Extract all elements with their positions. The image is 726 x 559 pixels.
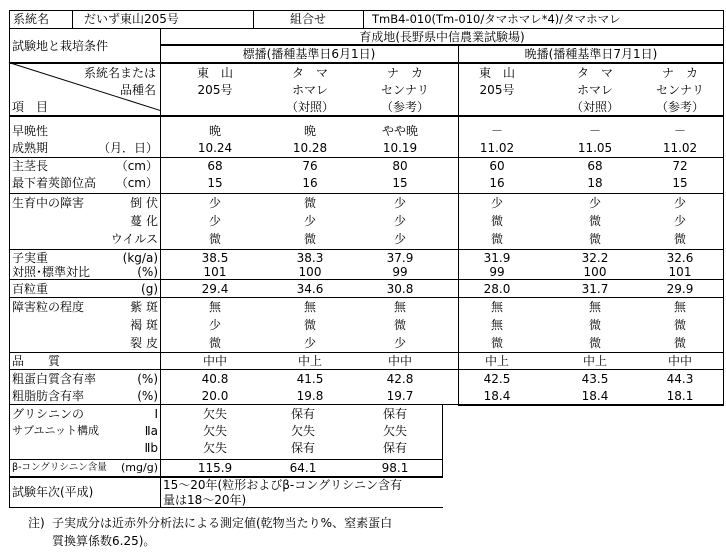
variety-header: タ マ <box>576 66 613 80</box>
cell: 19.7 <box>386 389 414 403</box>
corner-variety-label: 系統名または <box>83 66 156 80</box>
row-label-fat: 粗脂肪含有率 <box>12 389 85 403</box>
cell: 少 <box>490 196 503 210</box>
cell: 29.9 <box>666 282 694 296</box>
row-unit: (kg/a) <box>122 251 158 265</box>
row-label-earliness: 早晩性 <box>12 124 49 138</box>
corner-item-label: 項 目 <box>12 100 49 114</box>
cell: 101 <box>203 265 227 279</box>
cell: 無 <box>673 300 686 314</box>
cell: 10.28 <box>292 141 328 155</box>
cell: 68 <box>207 159 223 173</box>
cell: 無 <box>393 300 406 314</box>
cell: 29.4 <box>201 282 229 296</box>
cell: 18.4 <box>483 389 511 403</box>
cell: 欠失 <box>202 441 227 455</box>
variety-header-sub: ホマレ <box>291 83 328 97</box>
cell: 16 <box>489 176 505 190</box>
row-unit: （月．日） <box>97 141 158 155</box>
cell: 中上 <box>297 354 322 368</box>
cell: 11.05 <box>577 141 613 155</box>
row-label-glycinin-2: サブユニット構成 <box>12 424 100 437</box>
site-location: 育成地(長野県中信農業試験場) <box>359 30 525 44</box>
cell: 少 <box>208 318 221 332</box>
cell: 99 <box>489 265 505 279</box>
cell: 保有 <box>290 407 315 421</box>
cell: 11.02 <box>479 141 515 155</box>
cell: 微 <box>490 214 503 228</box>
cell: 微 <box>673 318 686 332</box>
row-unit: (%) <box>137 265 158 279</box>
cell: やや晩 <box>381 124 418 138</box>
cell: 欠失 <box>202 424 227 438</box>
row-sublabel: ウイルス <box>110 232 158 246</box>
cell: 80 <box>392 159 408 173</box>
row-sublabel: Ⅱa <box>144 424 158 438</box>
cell: 30.8 <box>386 282 414 296</box>
row-unit: (%) <box>137 372 158 386</box>
cell: 10.19 <box>382 141 418 155</box>
cell: 32.2 <box>581 251 609 265</box>
row-sublabel: 紫 斑 <box>130 300 158 314</box>
cell: 18.1 <box>666 389 694 403</box>
cell: 18.4 <box>581 389 609 403</box>
row-sublabel: Ⅰ <box>154 407 158 421</box>
cell: 無 <box>490 300 503 314</box>
row-label-quality: 品 質 <box>12 354 61 368</box>
cell: 100 <box>583 265 607 279</box>
cell: 11.02 <box>662 141 698 155</box>
cell: 少 <box>303 214 316 228</box>
row-label-test-years: 試験年次(平成) <box>12 485 94 499</box>
cross-value: TmB4-010(Tm-010/タマホマレ*4)/タマホマレ <box>372 12 621 26</box>
cell: 晩 <box>303 124 316 138</box>
cell: 欠失 <box>202 407 227 421</box>
cell: 保有 <box>382 441 407 455</box>
variety-header-note: （参考） <box>655 100 704 114</box>
cell: 10.24 <box>197 141 233 155</box>
cell: 42.8 <box>386 372 414 386</box>
cell: 42.5 <box>483 372 511 386</box>
variety-header-sub: ホマレ <box>576 83 613 97</box>
cell: 31.9 <box>483 251 511 265</box>
cell: 37.9 <box>386 251 414 265</box>
variety-header-note: （対照） <box>285 100 334 114</box>
cell: 無 <box>303 300 316 314</box>
row-sublabel: 倒 伏 <box>130 196 158 210</box>
line-name-value: だいず東山205号 <box>84 12 179 26</box>
row-unit: (g) <box>141 282 158 296</box>
row-sublabel: 裂 皮 <box>130 336 158 350</box>
cell: 微 <box>393 318 406 332</box>
row-label-glycinin: グリシニンの <box>12 407 85 421</box>
cell: 少 <box>393 196 406 210</box>
variety-header: 東 山 <box>478 66 515 80</box>
cell: 微 <box>588 214 601 228</box>
variety-header: ナ カ <box>386 66 423 80</box>
cell: 60 <box>489 159 505 173</box>
cell: 15 <box>392 176 408 190</box>
variety-header-sub: 205号 <box>479 83 515 97</box>
cell: 20.0 <box>201 389 229 403</box>
cell: 38.5 <box>201 251 229 265</box>
test-years-value-2: 量は18～20年) <box>163 493 247 507</box>
cell: 微 <box>673 232 686 246</box>
cell: 101 <box>668 265 692 279</box>
row-label-maturity: 成熟期 <box>12 141 49 155</box>
cell: － <box>588 124 601 138</box>
cell: 43.5 <box>581 372 609 386</box>
cell: 38.3 <box>296 251 324 265</box>
row-label-protein: 粗蛋白質含有率 <box>12 372 97 386</box>
cell: 32.6 <box>666 251 694 265</box>
note-prefix: 注) <box>28 516 45 530</box>
row-label-damage: 生育中の障害 <box>12 196 85 210</box>
row-label-damaged-grain: 障害粒の程度 <box>12 300 85 314</box>
cell: 16 <box>302 176 318 190</box>
cell: 少 <box>588 196 601 210</box>
cell: 中中 <box>667 354 692 368</box>
cell: 微 <box>673 336 686 350</box>
row-label-100-seed-weight: 百粒重 <box>12 282 49 296</box>
cell: 18 <box>587 176 603 190</box>
cell: 微 <box>588 318 601 332</box>
cross-label: 組合せ <box>289 12 326 26</box>
cell: 99 <box>392 265 408 279</box>
cell: 31.7 <box>581 282 609 296</box>
cell: 115.9 <box>197 461 233 475</box>
cell: 40.8 <box>201 372 229 386</box>
cell: 微 <box>490 336 503 350</box>
variety-header-note: （対照） <box>570 100 619 114</box>
variety-header: 東 山 <box>196 66 233 80</box>
cell: 中中 <box>202 354 227 368</box>
cell: 無 <box>490 318 503 332</box>
row-unit: （cm） <box>115 176 158 190</box>
cell: 中上 <box>582 354 607 368</box>
cell: 28.0 <box>483 282 511 296</box>
cell: 微 <box>303 318 316 332</box>
cell: 少 <box>393 336 406 350</box>
cell: 少 <box>208 214 221 228</box>
variety-header: ナ カ <box>661 66 698 80</box>
cell: 15 <box>207 176 223 190</box>
row-label-beta-conglycinin: β-コングリシニン含量 <box>12 462 107 473</box>
cell: 中中 <box>387 354 412 368</box>
cell: 100 <box>298 265 322 279</box>
cell: 15 <box>672 176 688 190</box>
row-label-lowest-pod: 最下着莢節位高 <box>12 176 97 190</box>
cell: 欠失 <box>382 424 407 438</box>
cell: 微 <box>588 336 601 350</box>
cell: 微 <box>490 232 503 246</box>
cell: 34.6 <box>296 282 324 296</box>
cell: 晩 <box>208 124 221 138</box>
row-sublabel: 蔓 化 <box>130 214 158 228</box>
cell: 少 <box>393 232 406 246</box>
cell: 無 <box>208 300 221 314</box>
cell: 少 <box>673 196 686 210</box>
cell: 少 <box>208 196 221 210</box>
variety-header-sub: 205号 <box>197 83 233 97</box>
cell: 微 <box>208 336 221 350</box>
row-sublabel: 褐 斑 <box>130 318 158 332</box>
cell: 72 <box>672 159 688 173</box>
cell: 微 <box>303 196 316 210</box>
cell: 19.8 <box>296 389 324 403</box>
cell: 中上 <box>484 354 509 368</box>
cell: 保有 <box>382 407 407 421</box>
variety-header-note: （参考） <box>380 100 429 114</box>
late-sowing-header: 晩播(播種基準日7月1日) <box>524 47 658 61</box>
cell: 微 <box>303 232 316 246</box>
cell: 44.3 <box>666 372 694 386</box>
cell: － <box>673 124 686 138</box>
cell: 微 <box>588 232 601 246</box>
cell: 無 <box>588 300 601 314</box>
cell: 少 <box>303 336 316 350</box>
cell: 少 <box>393 214 406 228</box>
row-sublabel: Ⅱb <box>144 441 158 455</box>
note-line-2: 質換算係数6.25)。 <box>52 534 156 548</box>
corner-variety-label-2: 品種名 <box>119 83 156 97</box>
cell: 76 <box>302 159 318 173</box>
row-label-ratio: 対照･標準対比 <box>12 265 91 279</box>
variety-header: タ マ <box>291 66 328 80</box>
cell: 98.1 <box>381 461 409 475</box>
cell: 欠失 <box>290 424 315 438</box>
cell: － <box>490 124 503 138</box>
row-label-stem-length: 主茎長 <box>12 159 49 173</box>
row-unit: (mg/g) <box>121 461 158 474</box>
cell: 微 <box>208 232 221 246</box>
note-line-1: 子実成分は近赤外分析法による測定値(乾物当たり%、窒素蛋白 <box>52 516 393 530</box>
variety-header-sub: センナリ <box>380 83 429 97</box>
cell: 41.5 <box>296 372 324 386</box>
line-name-label: 系統名 <box>13 12 50 26</box>
cell: 68 <box>587 159 603 173</box>
cell: 64.1 <box>289 461 317 475</box>
test-years-value: 15～20年(粒形およびβ-コングリシニン含有 <box>163 478 402 492</box>
variety-header-sub: センナリ <box>655 83 704 97</box>
cell: 保有 <box>290 441 315 455</box>
row-unit: (%) <box>137 389 158 403</box>
cell: 少 <box>673 214 686 228</box>
site-label: 試験地と栽培条件 <box>12 39 109 53</box>
row-label-seed-yield: 子実重 <box>12 251 49 265</box>
row-unit: （cm） <box>115 159 158 173</box>
standard-sowing-header: 標播(播種基準日6月1日) <box>242 47 376 61</box>
